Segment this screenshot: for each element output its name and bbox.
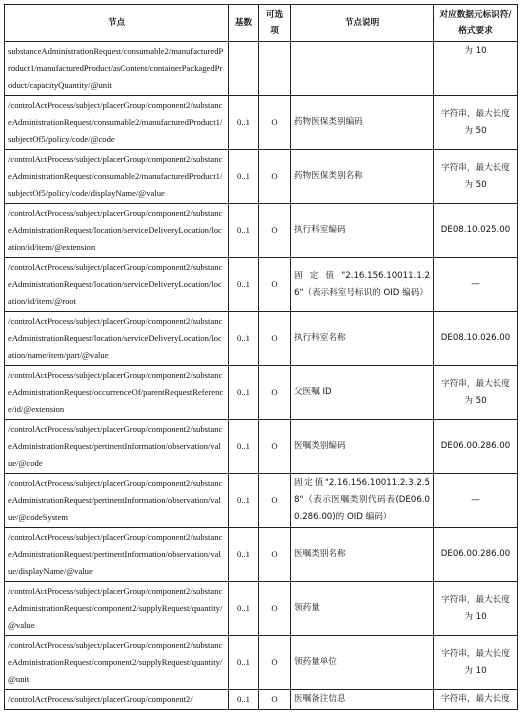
table-row [5, 420, 518, 474]
node-description: 固定值"2.16.156.10011.1.26"（表示科室号标识的 OID 编码） [291, 258, 434, 312]
format-requirement: DE08.10.026.00 [434, 312, 518, 366]
table-row [5, 258, 518, 312]
node-description: 父医嘱 ID [291, 366, 434, 420]
table-row [5, 366, 518, 420]
node-description: 医嘱类别名称 [291, 528, 434, 582]
node-description: 领药量 [291, 582, 434, 636]
spec-table [4, 4, 518, 710]
node-path: /controlActProcess/subject/placerGroup/component2/substanceAdministrationRequest/location/serviceDeliveryLocation/location/id/item/@extension [5, 204, 229, 258]
table-row [5, 204, 518, 258]
optional-flag: O [259, 366, 291, 420]
cardinality: 0..1 [229, 258, 259, 312]
optional-flag: O [259, 636, 291, 690]
format-requirement: DE08.10.025.00 [434, 204, 518, 258]
node-path: /controlActProcess/subject/placerGroup/component2/substanceAdministrationRequest/pertinentInformation/observation/value/displayName/@value [5, 528, 229, 582]
node-description [291, 42, 434, 96]
node-description: 固定值"2.16.156.10011.2.3.2.58"（表示医嘱类别代码表(DE06.00.286.00)的 OID 编码） [291, 474, 434, 528]
format-requirement: — [434, 258, 518, 312]
node-description: 药物医保类别编码 [291, 96, 434, 150]
node-path: /controlActProcess/subject/placerGroup/component2/substanceAdministrationRequest/location/serviceDeliveryLocation/location/name/item/part/@value [5, 312, 229, 366]
header-format: 对应数据元标识符/格式要求 [434, 5, 518, 42]
node-path: /controlActProcess/subject/placerGroup/component2/substanceAdministrationRequest/consumable2/manufacturedProduct1/subjectOf5/policy/code/displayName/@value [5, 150, 229, 204]
optional-flag: O [259, 204, 291, 258]
table-row [5, 528, 518, 582]
header-description: 节点说明 [291, 5, 434, 42]
node-path: /controlActProcess/subject/placerGroup/component2/substanceAdministrationRequest/consumable2/manufacturedProduct1/subjectOf5/policy/code/@code [5, 96, 229, 150]
table-row [5, 690, 518, 710]
node-description: 药物医保类别名称 [291, 150, 434, 204]
node-path: /controlActProcess/subject/placerGroup/component2/substanceAdministrationRequest/component2/supplyRequest/quantity/@unit [5, 636, 229, 690]
optional-flag [259, 42, 291, 96]
cardinality: 0..1 [229, 582, 259, 636]
format-requirement: 字符串，最大长度为 50 [434, 150, 518, 204]
format-requirement: 字符串，最大长度为 50 [434, 96, 518, 150]
format-requirement: 字符串，最大长度为 50 [434, 366, 518, 420]
format-requirement: — [434, 474, 518, 528]
node-path: /controlActProcess/subject/placerGroup/component2/ [5, 690, 229, 710]
optional-flag: O [259, 312, 291, 366]
cardinality: 0..1 [229, 528, 259, 582]
node-description: 领药量单位 [291, 636, 434, 690]
cardinality: 0..1 [229, 420, 259, 474]
table-row [5, 582, 518, 636]
optional-flag: O [259, 474, 291, 528]
cardinality: 0..1 [229, 474, 259, 528]
optional-flag: O [259, 582, 291, 636]
node-path: /controlActProcess/subject/placerGroup/component2/substanceAdministrationRequest/component2/supplyRequest/quantity/@value [5, 582, 229, 636]
node-path: /controlActProcess/subject/placerGroup/component2/substanceAdministrationRequest/pertinentInformation/observation/value/@code [5, 420, 229, 474]
node-path: substanceAdministrationRequest/consumable2/manufacturedProduct1/manufacturedProduct/asContent/containerPackagedProduct/capacityQuantity/@unit [5, 42, 229, 96]
header-cardinality: 基数 [229, 5, 259, 42]
optional-flag: O [259, 258, 291, 312]
header-optional: 可选项 [259, 5, 291, 42]
table-row [5, 42, 518, 96]
cardinality: 0..1 [229, 636, 259, 690]
format-requirement: DE06.00.286.00 [434, 528, 518, 582]
header-row [5, 5, 518, 42]
table-row [5, 150, 518, 204]
optional-flag: O [259, 690, 291, 710]
table-row [5, 474, 518, 528]
format-requirement: 字符串，最大长度为 10 [434, 636, 518, 690]
cardinality: 0..1 [229, 150, 259, 204]
optional-flag: O [259, 150, 291, 204]
node-description: 医嘱类别编码 [291, 420, 434, 474]
format-requirement: DE06.00.286.00 [434, 420, 518, 474]
cardinality: 0..1 [229, 204, 259, 258]
cardinality: 0..1 [229, 366, 259, 420]
node-description: 执行科室名称 [291, 312, 434, 366]
header-node: 节点 [5, 5, 229, 42]
optional-flag: O [259, 420, 291, 474]
cardinality: 0..1 [229, 96, 259, 150]
node-description: 医嘱备注信息 [291, 690, 434, 710]
format-requirement: 字符串，最大长度为 10 [434, 582, 518, 636]
table-row [5, 312, 518, 366]
table-row [5, 96, 518, 150]
cardinality: 0..1 [229, 312, 259, 366]
format-requirement: 为 10 [434, 42, 518, 96]
node-description: 执行科室编码 [291, 204, 434, 258]
cardinality [229, 42, 259, 96]
optional-flag: O [259, 528, 291, 582]
cardinality: 0..1 [229, 690, 259, 710]
table-row [5, 636, 518, 690]
node-path: /controlActProcess/subject/placerGroup/component2/substanceAdministrationRequest/occurrenceOf/parentRequestReference/id/@extension [5, 366, 229, 420]
format-requirement: 字符串，最大长度 [434, 690, 518, 710]
node-path: /controlActProcess/subject/placerGroup/component2/substanceAdministrationRequest/location/serviceDeliveryLocation/location/id/item/@root [5, 258, 229, 312]
node-path: /controlActProcess/subject/placerGroup/component2/substanceAdministrationRequest/pertinentInformation/observation/value/@codeSystem [5, 474, 229, 528]
optional-flag: O [259, 96, 291, 150]
